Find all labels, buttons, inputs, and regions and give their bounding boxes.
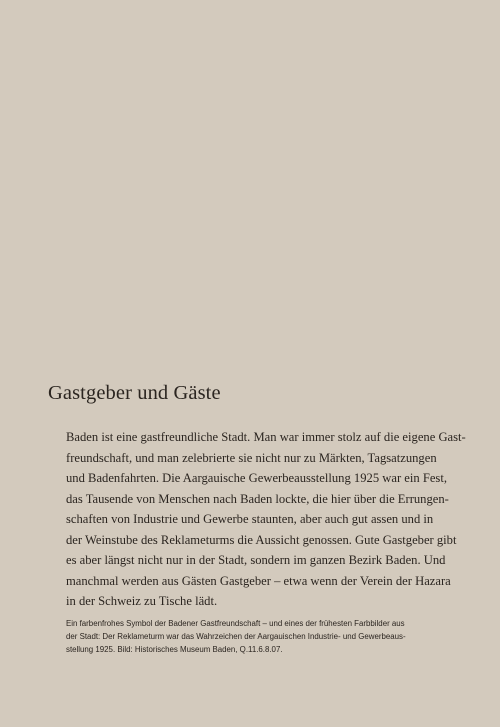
body-line: in der Schweiz zu Tische lädt. [66,594,218,608]
page-title: Gastgeber und Gäste [48,382,221,404]
body-line: es aber längst nicht nur in der Stadt, sondern im ganzen Bezirk Baden. Und [66,553,446,567]
caption-line: der Stadt: Der Reklameturm war das Wahrzeichen der Aargauischen Industrie- und Gewerbeaus- [66,632,406,641]
caption-line: stellung 1925. Bild: Historisches Museum Baden, Q.11.6.8.07. [66,645,283,654]
body-paragraph [66,427,466,612]
caption-line: Ein farbenfrohes Symbol der Badener Gastfreundschaft – und eines der frühesten Farbbilder aus [66,619,405,628]
body-line: der Weinstube des Reklameturms die Aussicht genossen. Gute Gastgeber gibt [66,532,457,547]
body-line: Baden ist eine gastfreundliche Stadt. Man war immer stolz auf die eigene Gast- [66,430,466,444]
body-line: manchmal werden aus Gästen Gastgeber – etwa wenn der Verein der Hazara [66,573,451,588]
image-caption [66,617,466,656]
body-line: das Tausende von Menschen nach Baden lockte, die hier über die Errungen- [66,491,449,506]
body-line: freundschaft, und man zelebrierte sie nicht nur zu Märkten, Tagsatzungen [66,450,437,465]
body-line: und Badenfahrten. Die Aargauische Gewerbeausstellung 1925 war ein Fest, [66,471,447,485]
body-line: schaften von Industrie und Gewerbe staunten, aber auch gut assen und in [66,512,434,526]
